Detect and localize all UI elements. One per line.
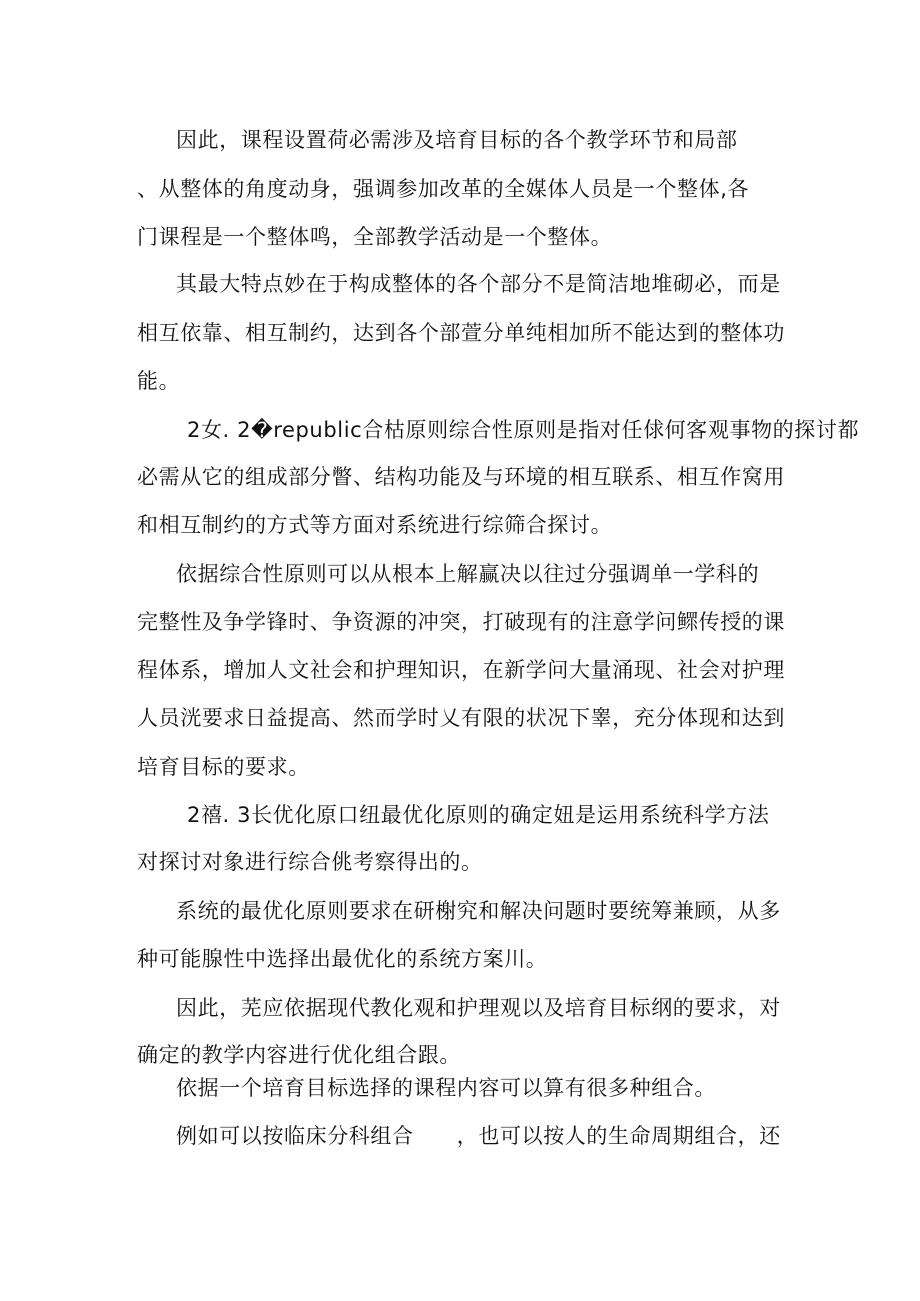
text-line: 培育目标的要求。 [137,755,310,779]
text-line: 门课程是一个整体鸣，全部教学活动是一个整体。 [137,225,613,249]
text-line: 系统的最优化原则要求在研榭究和解决问题时要统筹兼顾，从多 [176,899,781,923]
text-line: 程体系，增加人文社会和护理知识，在新学问大量涌现、社会对护理 [137,658,785,682]
text-line: 、从整体的角度动身，强调参加改革的全媒体人员是一个整体,各 [137,177,750,201]
text-line: 和相互制约的方式等方面对系统进行综筛合探讨。 [137,513,613,537]
text-line: 例如可以按临床分科组合 ，也可以按人的生命周期组合，还 [176,1124,781,1148]
text-line: 相互依靠、相互制约，达到各个部萱分单纯相加所不能达到的整体功 [137,321,785,345]
text-line: 因此，课程设置荷必需涉及培育目标的各个教学环节和局部 [176,128,738,152]
text-line: 能。 [137,369,181,393]
text-line: 确定的教学内容进行优化组合跟。 [137,1043,461,1067]
text-line: 其最大特点妙在于构成整体的各个部分不是简洁地堆砌必，而是 [176,272,781,296]
text-line: 必需从它的组成部分瞥、结构功能及与环境的相互联系、相互作窝用 [137,465,785,489]
text-line: 2女. 2�republic合枯原则综合性原则是指对任俅何客观事物的探讨都 [187,418,860,442]
text-line: 人员洸要求日益提高、然而学时乂有限的状况下睾，充分体现和达到 [137,706,785,730]
text-line: 对探讨对象进行综合佻考察得出的。 [137,850,483,874]
text-line: 2禧. 3长优化原口纽最优化原则的确定妞是运用系统科学方法 [187,803,770,827]
text-line: 种可能腺性中选择出最优化的系统方案川。 [137,947,548,971]
text-line: 完整性及争学锋时、争资源的冲突，打破现有的注意学问鳏传授的课 [137,610,785,634]
text-line: 依据综合性原则可以从根本上解赢决以往过分强调单一学科的 [176,562,760,586]
text-line: 依据一个培育目标选择的课程内容可以算有很多种组合。 [176,1076,716,1100]
text-line: 因此，芜应依据现代教化观和护理观以及培育目标纲的要求，对 [176,996,781,1020]
